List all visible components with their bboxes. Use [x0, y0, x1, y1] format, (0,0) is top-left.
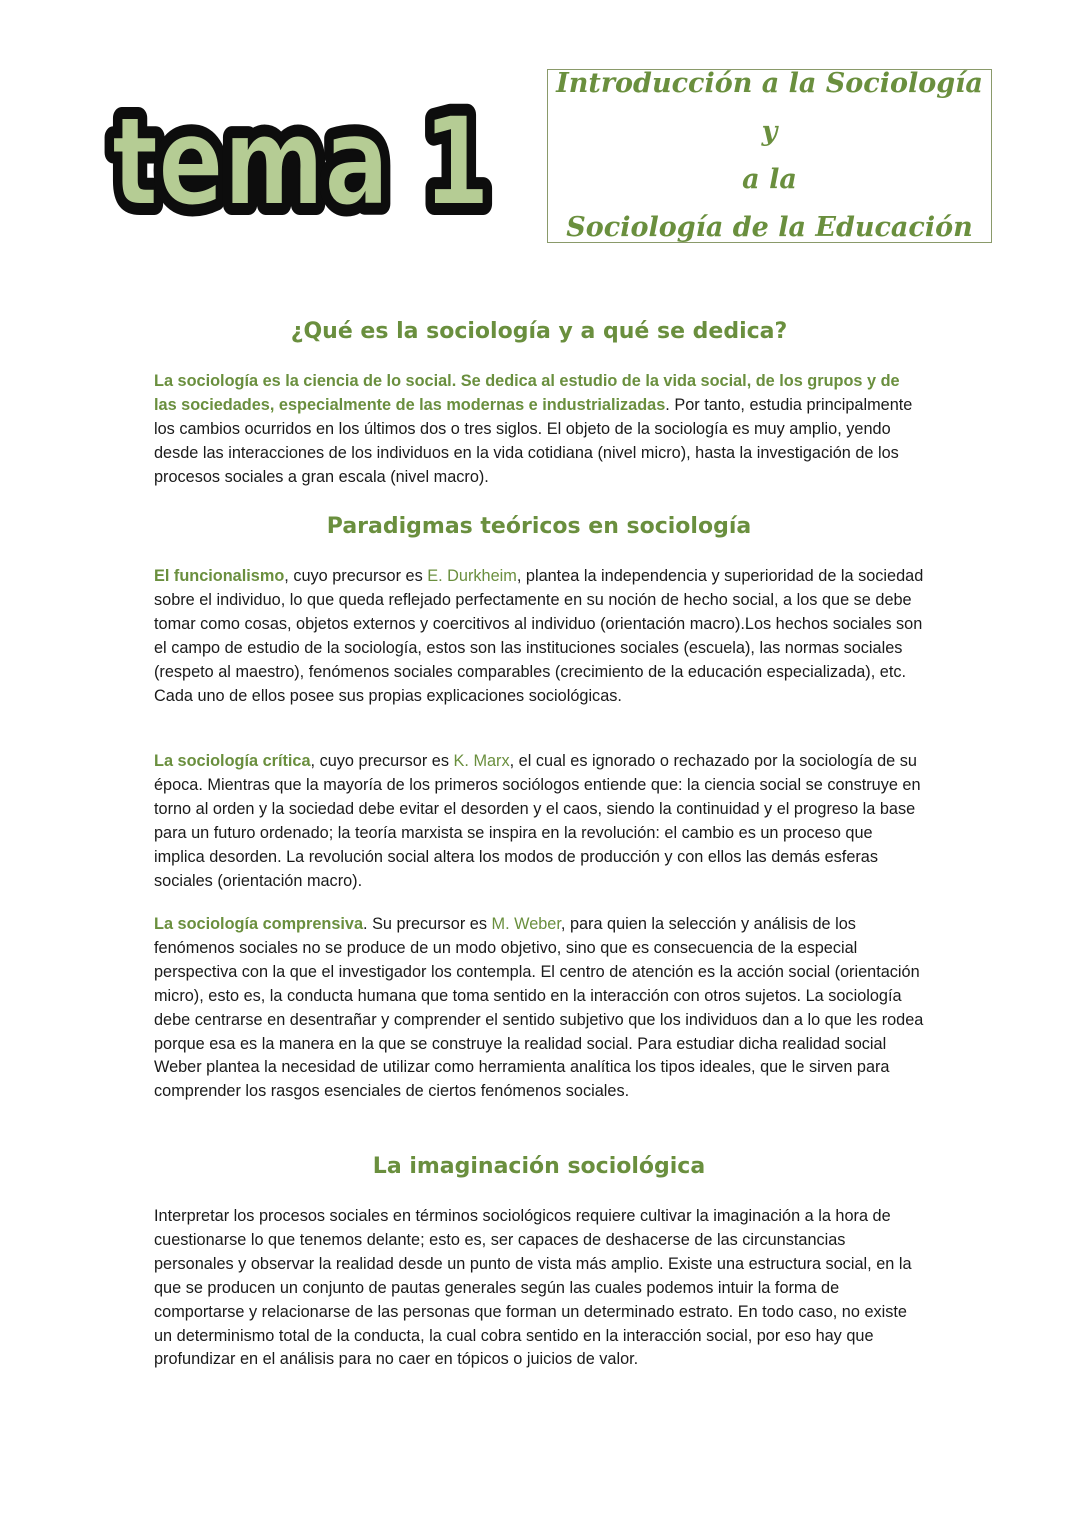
author-marx: K. Marx — [453, 752, 510, 770]
tema-logo-outline: tema 1 — [112, 91, 490, 232]
section-heading-paradigms: Paradigmas teóricos en sociología — [326, 514, 752, 539]
page-header — [0, 0, 1080, 260]
text-critica-2: , el cual es ignorado o rechazado por la sociología de su época. Mientras que la mayoría de los primeros sociólogos entiende que: la ciencia social se construye en torno al orden y la sociedad debe evitar el desorden y el caos, siendo la continuidad y el progreso la base para un futuro ordenado; la teoría marxista se inspira en la revolución: el cambio es un proceso que implica desorden. La revolución social altera los modos de producción y con ellos las demás esferas sociales (orientación macro). — [154, 752, 921, 890]
subject-title-box — [547, 69, 992, 243]
definition-text: . Por tanto, estudia principalmente los cambios ocurridos en los últimos dos o tres siglos. El objeto de la sociología es muy amplio, yendo desde las interacciones de los individuos en la vida cotidiana (nivel micro), hasta la investigación de los procesos sociales a gran escala (nivel macro). — [154, 395, 913, 486]
paragraph-definition — [154, 370, 924, 490]
section-heading-what-is-sociology: ¿Qué es la sociología y a qué se dedica? — [290, 319, 788, 344]
subject-title-line-3: Sociología de la Educación — [566, 212, 973, 243]
paragraph-imaginacion: Interpretar los procesos sociales en términos sociológicos requiere cultivar la imaginación a la hora de cuestionarse lo que tenemos delante; esto es, ser capaces de deshacerse de las circunstancias personales y observar la realidad desde un punto de vista más amplio. Existe una estructura social, en la que se producen un conjunto de pautas generales según las cuales podemos intuir la forma de comportarse y relacionarse de las personas que forman un determinado estrato. En todo caso, no existe un determinismo total de la conducta, la cual cobra sentido en la interacción social, por eso hay que profundizar en el análisis para no caer en tópicos o juicios de valor. — [154, 1207, 912, 1369]
term-funcionalismo: El funcionalismo — [154, 567, 285, 585]
author-durkheim: E. Durkheim — [427, 567, 517, 585]
definition-highlight: La sociología es la ciencia de lo social. Se dedica al estudio de la vida social, de los grupos y de las sociedades, especialmente de las modernas e industrializadas — [154, 372, 900, 414]
term-sociologia-comprensiva: La sociología comprensiva — [154, 915, 364, 933]
paragraph-sociologia-comprensiva — [154, 913, 924, 1104]
tema-logo — [104, 82, 504, 232]
author-weber: M. Weber — [491, 915, 561, 933]
text-funcionalismo-1: , cuyo precursor es — [284, 567, 428, 585]
paragraph-funcionalismo — [154, 565, 924, 708]
section-heading-sociological-imagination: La imaginación sociológica — [372, 1154, 706, 1179]
text-critica-1: , cuyo precursor es — [310, 752, 454, 770]
paragraph-sociologia-critica — [154, 750, 924, 893]
term-sociologia-critica: La sociología crítica — [154, 752, 311, 770]
tema-logo-fill: tema 1 — [112, 91, 490, 232]
text-funcionalismo-2: , plantea la independencia y superioridad de la sociedad sobre el individuo, lo que queda reflejado perfectamente en su noción de hecho social, a los que se debe tomar como cosas, objetos externos y coercitivos al individuo (orientación macro).Los hechos sociales son el campo de estudio de la sociología, estos son las instituciones sociales (escuela), las normas sociales (respeto al maestro), fenómenos sociales comparables (crecimiento de la educación especializada), etc. Cada uno de ellos posee sus propias explicaciones sociológicas. — [154, 567, 924, 705]
subject-title-line-1: Introducción a la Sociología y — [556, 68, 983, 147]
subject-title-line-2: a la — [742, 164, 797, 195]
text-comprensiva-2: , para quien la selección y análisis de los fenómenos sociales no se produce de un modo objetivo, sino que es consecuencia de la especial perspectiva con la que el investigador los contempla. El centro de atención es la acción social (orientación micro), esto es, la conducta humana que toma sentido en la interacción con otros sujetos. La sociología debe centrarse en desentrañar y comprender el sentido subjetivo que los individuos dan a lo que les rodea porque esa es la manera en la que se construye la realidad social. Para estudiar dicha realidad social Weber plantea la necesidad de utilizar como herramienta analítica los tipos ideales, que le sirven para comprender los rasgos esenciales de ciertos fenómenos sociales. — [154, 915, 924, 1101]
text-comprensiva-1: . Su precursor es — [363, 915, 492, 933]
